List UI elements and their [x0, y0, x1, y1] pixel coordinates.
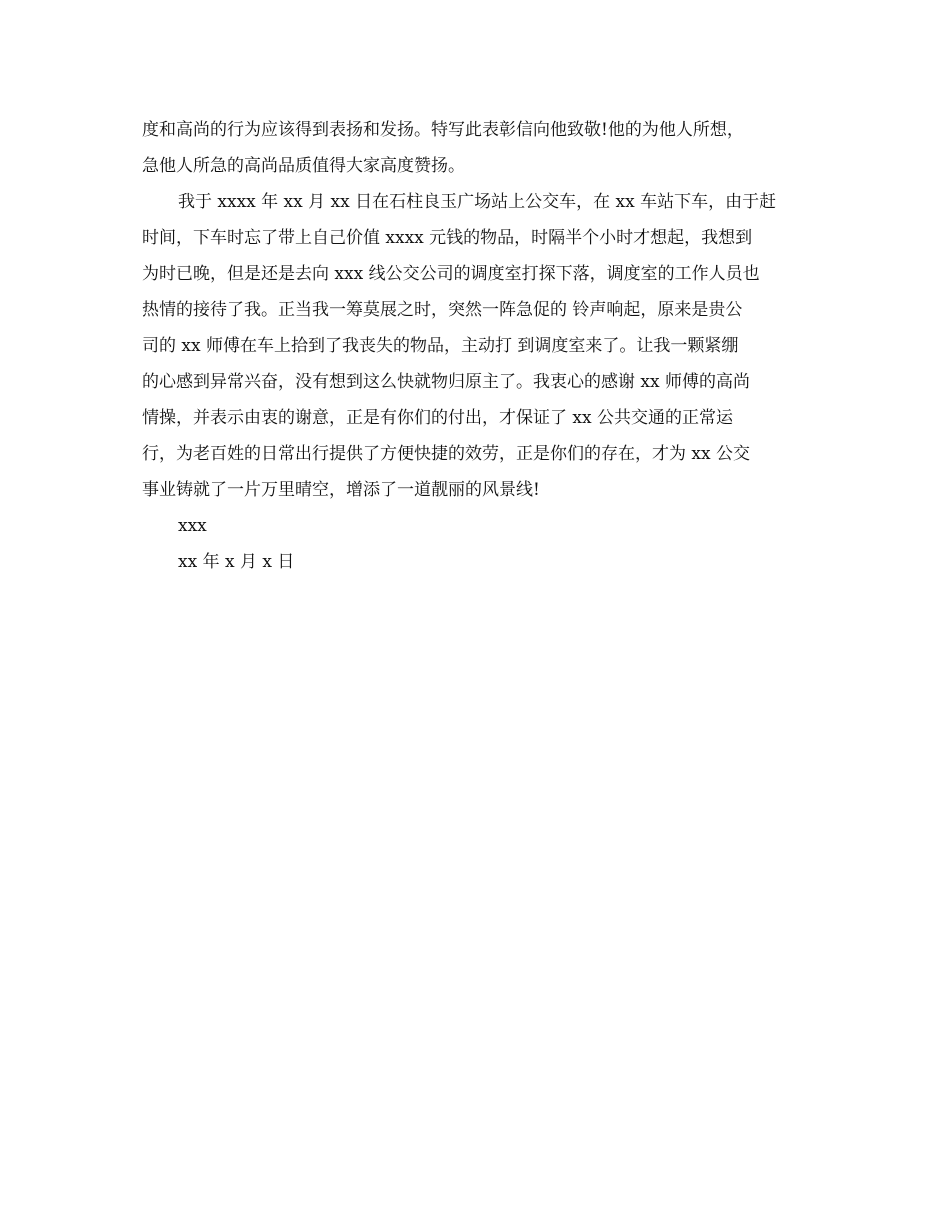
text-line: 司的 xx 师傅在车上拾到了我丧失的物品，主动打 到调度室来了。让我一颗紧绷 — [142, 336, 739, 356]
signature-date: xx 年 x 月 x 日 — [178, 552, 295, 572]
text-line: 我于 xxxx 年 xx 月 xx 日在石柱良玉广场站上公交车，在 xx 车站下车，由于赶 — [178, 192, 777, 212]
text-line: 急他人所急的高尚品质值得大家高度赞扬。 — [142, 156, 465, 176]
letter-body — [142, 112, 814, 580]
text-line: 度和高尚的行为应该得到表扬和发扬。特写此表彰信向他致敬!他的为他人所想， — [142, 120, 744, 140]
text-line: 情操，并表示由衷的谢意，正是有你们的付出，才保证了 xx 公共交通的正常运 — [142, 408, 733, 428]
paragraph-1 — [142, 112, 814, 184]
signature-name: xxx — [178, 516, 207, 536]
text-line: 行，为老百姓的日常出行提供了方便快捷的效劳，正是你们的存在，才为 xx 公交 — [142, 444, 750, 464]
text-line: 的心感到异常兴奋，没有想到这么快就物归原主了。我衷心的感谢 xx 师傅的高尚 — [142, 372, 750, 392]
text-line: 热情的接待了我。正当我一筹莫展之时，突然一阵急促的 铃声响起，原来是贵公 — [142, 300, 743, 320]
text-line: 为时已晚，但是还是去向 xxx 线公交公司的调度室打探下落，调度室的工作人员也 — [142, 264, 760, 284]
text-line: 事业铸就了一片万里晴空，增添了一道靓丽的风景线! — [142, 480, 540, 500]
text-line: 时间，下车时忘了带上自己价值 xxxx 元钱的物品，时隔半个小时才想起，我想到 — [142, 228, 753, 248]
signature-block — [142, 508, 814, 580]
paragraph-2 — [142, 184, 814, 508]
